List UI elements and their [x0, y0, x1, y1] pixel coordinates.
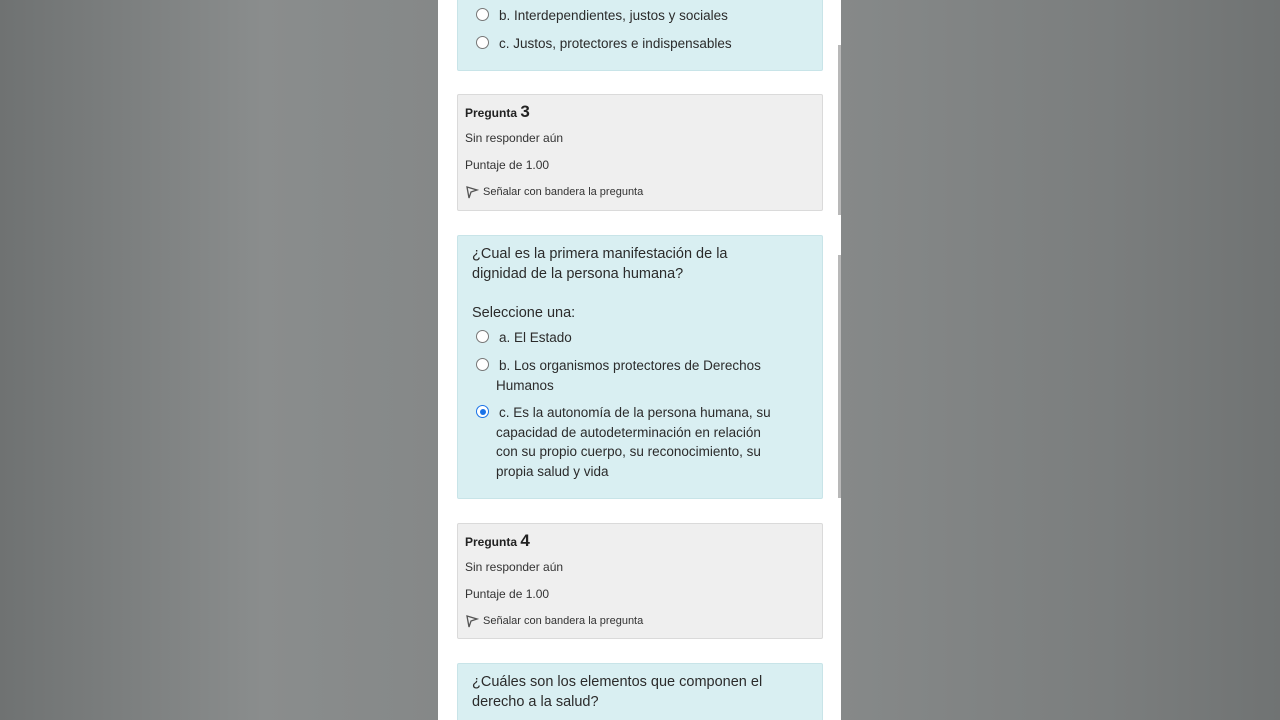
quiz-page [438, 0, 841, 720]
q3-option-a[interactable] [476, 328, 776, 348]
question-3-number [465, 102, 530, 122]
question-3-flag-link[interactable] [465, 185, 643, 199]
q2-option-c-label: c. Justos, protectores e indispensables [499, 36, 732, 51]
q2-option-b[interactable] [476, 6, 776, 26]
q2-option-c[interactable] [476, 34, 776, 54]
question-4-flag-label: Señalar con bandera la pregunta [483, 615, 644, 627]
q3-option-a-label: a. El Estado [499, 330, 572, 345]
question-4-score: Puntaje de 1.00 [465, 587, 550, 601]
question-4-number [465, 531, 530, 551]
scrollbar-segment-1[interactable] [838, 45, 841, 215]
question-2-answer-card [457, 0, 823, 71]
background-right [841, 0, 1280, 720]
background-left [0, 0, 438, 720]
question-4-status: Sin responder aún [465, 560, 564, 574]
q3-option-b[interactable] [476, 356, 776, 395]
question-3-info-card [457, 94, 823, 211]
flag-icon [465, 185, 479, 199]
question-4-text: ¿Cuáles son los elementos que componen el derecho a la salud? [472, 674, 763, 710]
question-3-flag-label: Señalar con bandera la pregunta [483, 186, 644, 198]
q2-option-b-label: b. Interdependientes, justos y sociales [499, 8, 728, 23]
q3-option-a-radio[interactable] [476, 330, 489, 343]
scrollbar-segment-2[interactable] [838, 255, 841, 498]
flag-icon [465, 614, 479, 628]
question-4-num: 4 [520, 531, 530, 550]
question-3-status: Sin responder aún [465, 131, 564, 145]
question-3-prefix: Pregunta [465, 106, 518, 120]
q2-option-c-radio[interactable] [476, 36, 489, 49]
question-4-flag-link[interactable] [465, 614, 643, 628]
question-3-text: ¿Cual es la primera manifestación de la dignidad de la persona humana? [472, 246, 728, 282]
question-4-answer-card [457, 663, 823, 720]
question-4-prefix: Pregunta [465, 535, 518, 549]
q3-option-b-radio[interactable] [476, 358, 489, 371]
question-3-num: 3 [520, 102, 530, 121]
question-4-info-card [457, 523, 823, 639]
q3-option-c[interactable] [476, 403, 776, 482]
q3-option-b-label: b. Los organismos protectores de Derechos Humanos [496, 358, 761, 393]
question-3-select-label: Seleccione una: [472, 305, 576, 321]
q2-option-b-radio[interactable] [476, 8, 489, 21]
question-3-answer-card [457, 235, 823, 499]
q3-option-c-label: c. Es la autonomía de la persona humana, su capacidad de autodeterminación en relación con su propio cuerpo, su reconocimiento, su propia salud y vida [496, 405, 771, 480]
q3-option-c-radio[interactable] [476, 405, 489, 418]
question-3-score: Puntaje de 1.00 [465, 158, 550, 172]
